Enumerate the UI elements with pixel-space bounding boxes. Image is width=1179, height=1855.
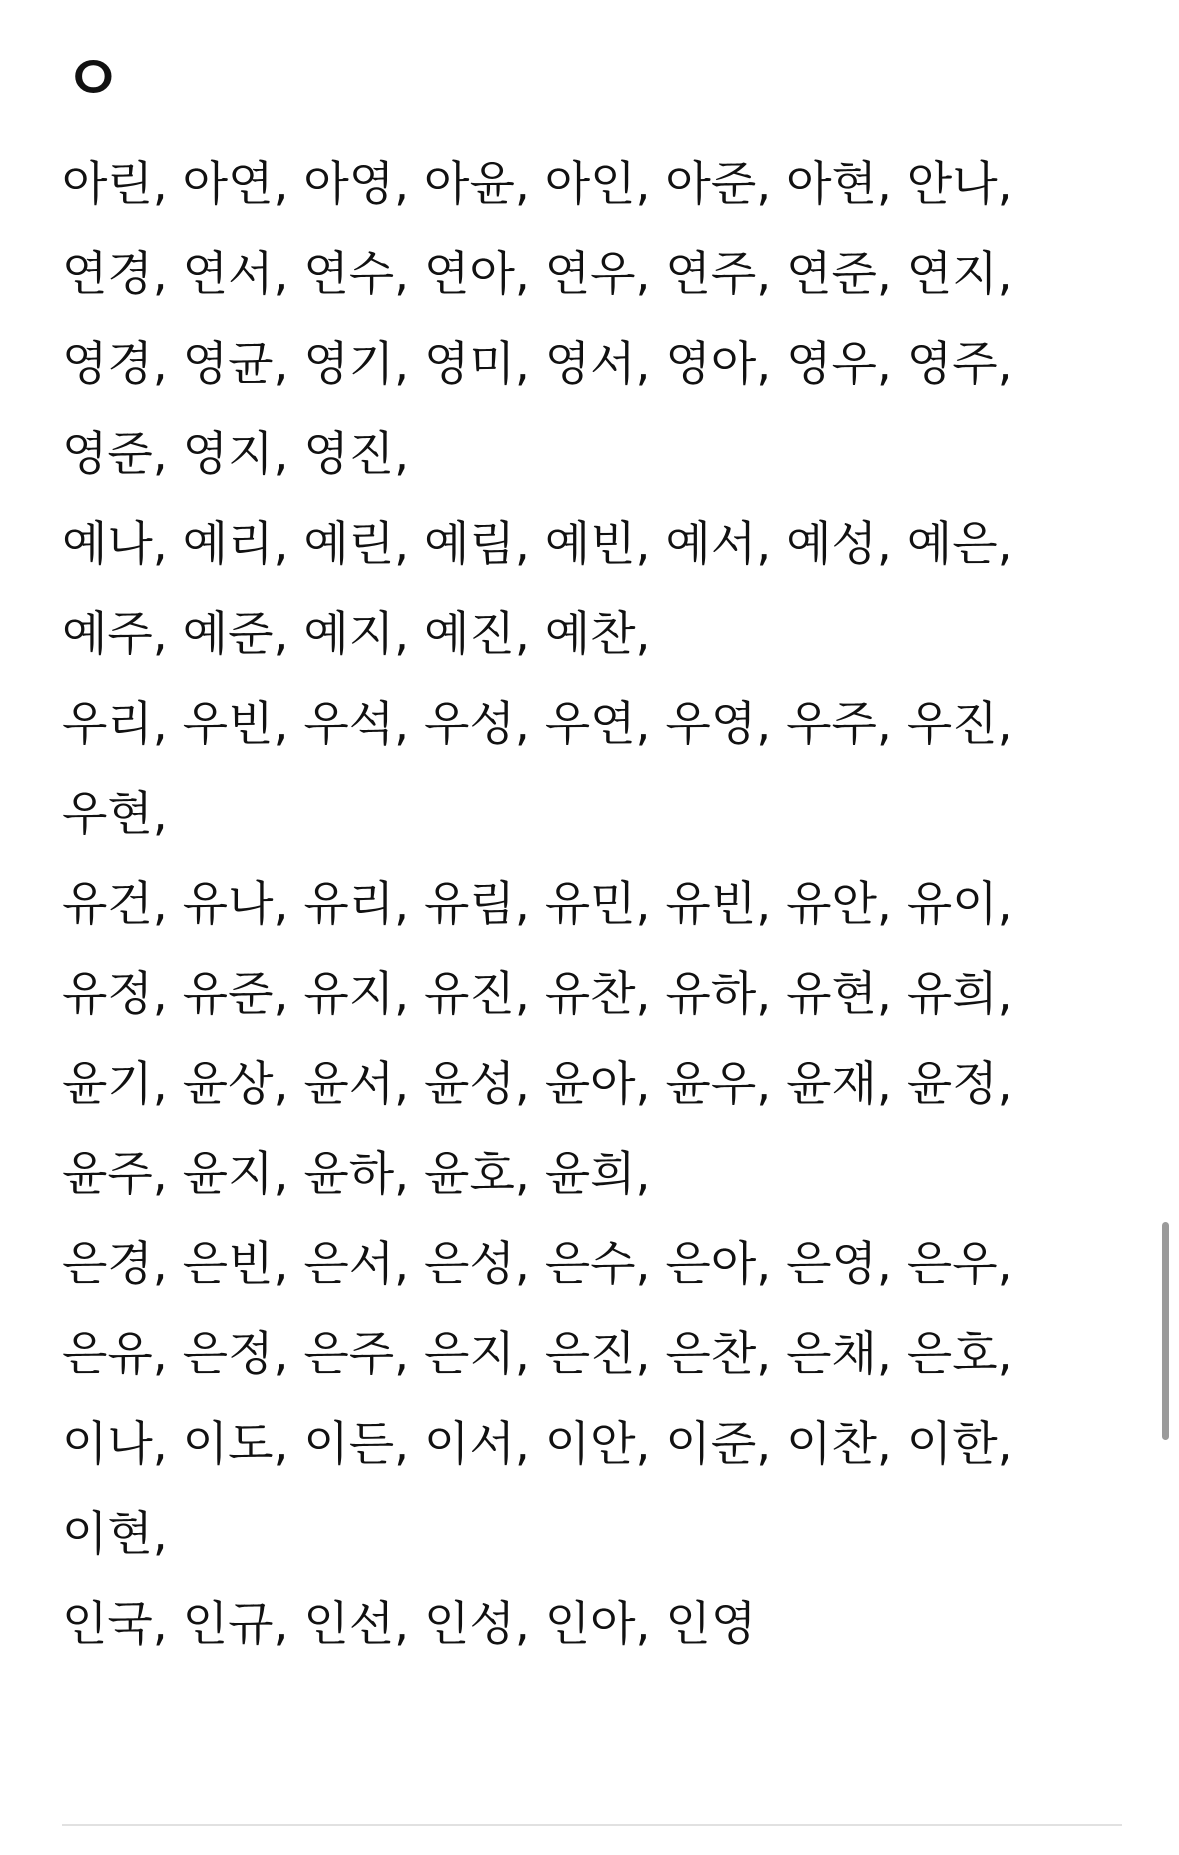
name-group-in: 인국, 인규, 인선, 인성, 인아, 인영: [62, 1597, 757, 1652]
name-group-yu: 유건, 유나, 유리, 유림, 유민, 유빈, 유안, 유이, 유정, 유준, 유지, 유진, 유찬, 유하, 유현, 유희,: [62, 877, 1013, 1022]
name-group-yeong: 영경, 영균, 영기, 영미, 영서, 영아, 영우, 영주, 영준, 영지, 영진,: [62, 337, 1013, 482]
name-group-eun: 은경, 은빈, 은서, 은성, 은수, 은아, 은영, 은우, 은유, 은정, 은주, 은지, 은진, 은찬, 은채, 은호,: [62, 1237, 1013, 1382]
section-heading: ㅇ: [62, 43, 124, 117]
article-body: [62, 40, 1122, 1670]
name-group-a: 아린, 아연, 아영, 아윤, 아인, 아준, 아현, 안나,: [62, 157, 1013, 212]
name-group-ye: 예나, 예리, 예린, 예림, 예빈, 예서, 예성, 예은, 예주, 예준, 예지, 예진, 예찬,: [62, 517, 1013, 662]
scrollbar-thumb[interactable]: [1162, 1222, 1169, 1440]
name-group-i: 이나, 이도, 이든, 이서, 이안, 이준, 이찬, 이한, 이현,: [62, 1417, 1013, 1562]
name-group-u: 우리, 우빈, 우석, 우성, 우연, 우영, 우주, 우진, 우현,: [62, 697, 1013, 842]
name-group-yun: 윤기, 윤상, 윤서, 윤성, 윤아, 윤우, 윤재, 윤정, 윤주, 윤지, 윤하, 윤호, 윤희,: [62, 1057, 1013, 1202]
name-group-yeon: 연경, 연서, 연수, 연아, 연우, 연주, 연준, 연지,: [62, 247, 1013, 302]
section-divider: [62, 1824, 1122, 1826]
